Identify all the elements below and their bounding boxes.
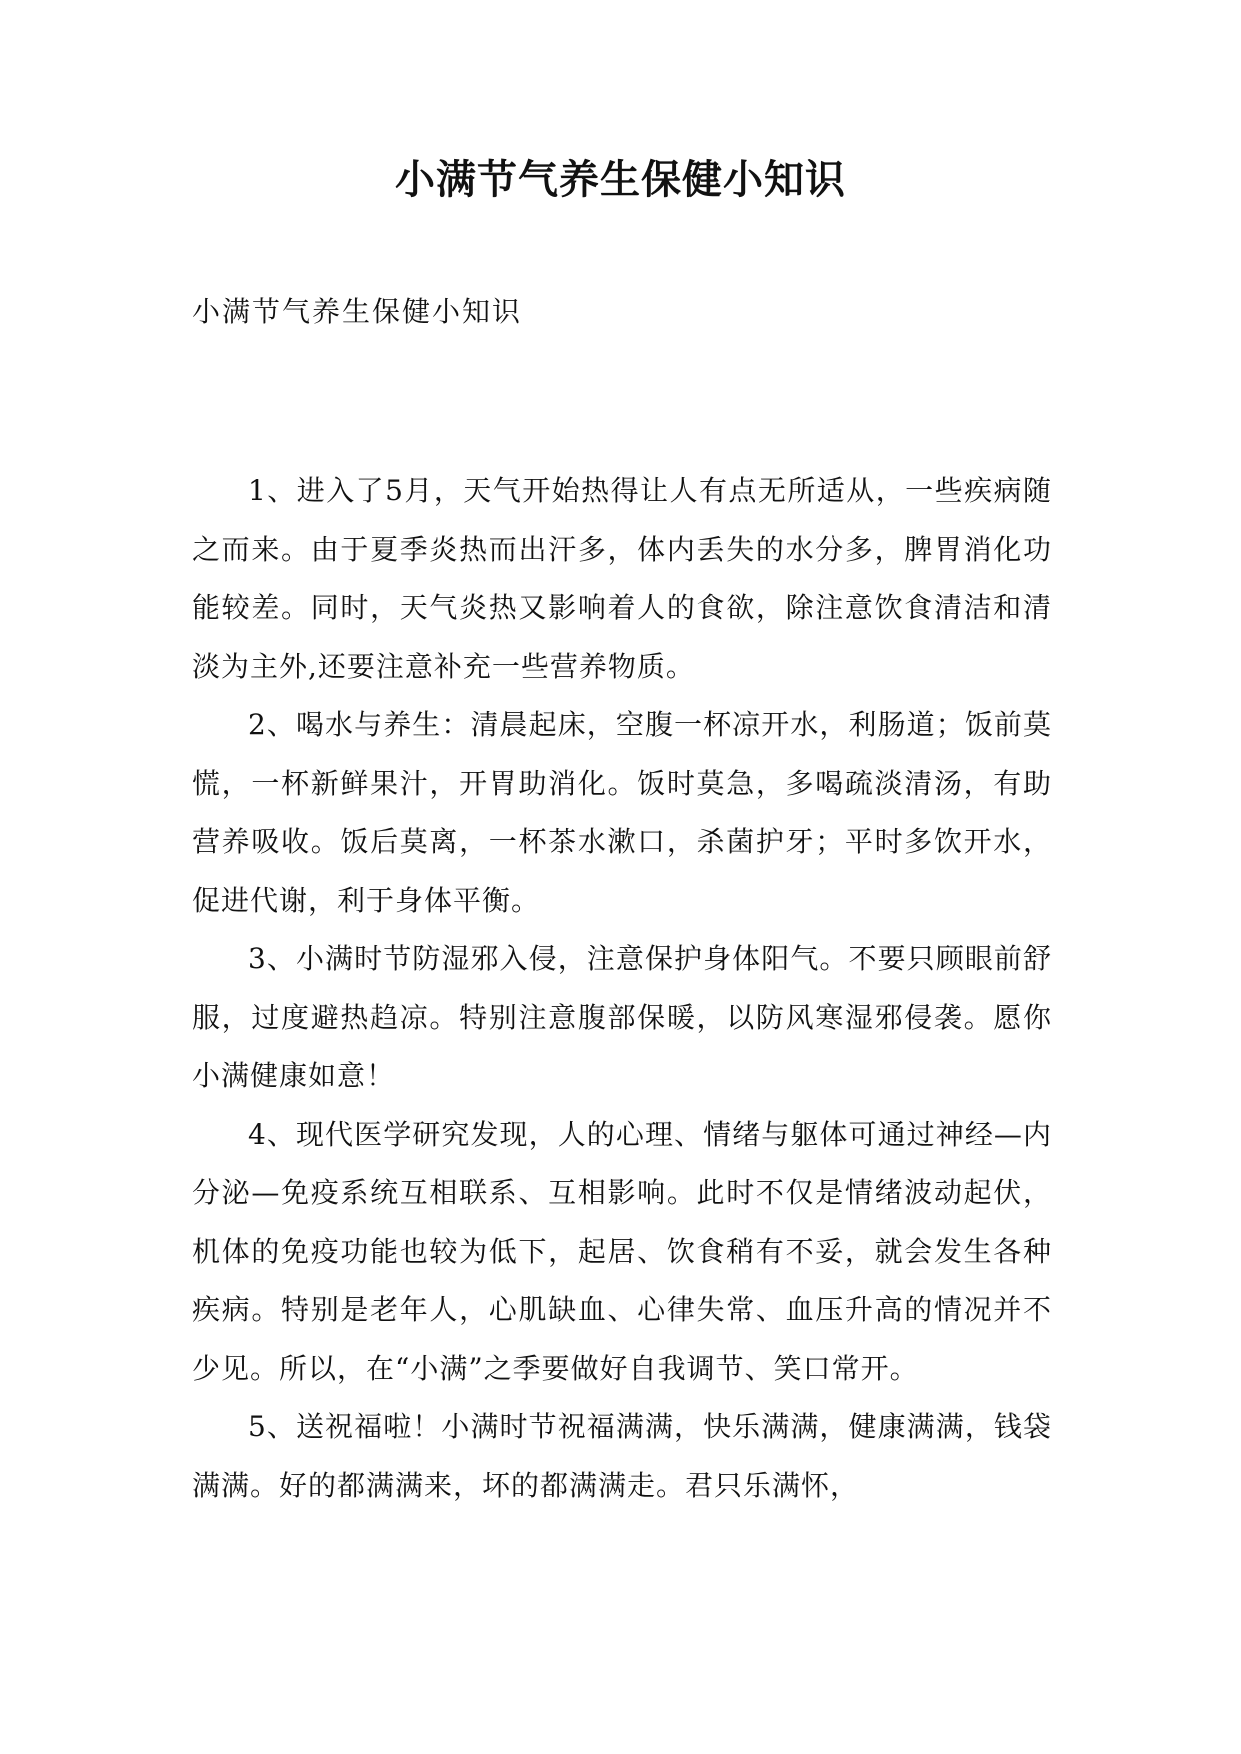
paragraph-1: 1、进入了5月，天气开始热得让人有点无所适从，一些疾病随之而来。由于夏季炎热而出汗多，体内丢失的水分多，脾胃消化功能较差。同时，天气炎热又影响着人的食欲，除注意饮食清洁和清淡为主外,还要注意补充一些营养物质。 [192,474,1052,683]
paragraph-5: 5、送祝福啦！小满时节祝福满满，快乐满满，健康满满，钱袋满满。好的都满满来，坏的都满满走。君只乐满怀， [192,1410,1052,1502]
document-title: 小满节气养生保健小知识 [395,156,846,203]
paragraph-3: 3、小满时节防湿邪入侵，注意保护身体阳气。不要只顾眼前舒服，过度避热趋凉。特别注意腹部保暖，以防风寒湿邪侵袭。愿你小满健康如意！ [192,942,1052,1092]
paragraph-2: 2、喝水与养生：清晨起床，空腹一杯凉开水，利肠道；饭前莫慌，一杯新鲜果汁，开胃助消化。饭时莫急，多喝疏淡清汤，有助营养吸收。饭后莫离，一杯茶水漱口，杀菌护牙；平时多饮开水，促进代谢，利于身体平衡。 [192,708,1052,917]
paragraph-4: 4、现代医学研究发现，人的心理、情绪与躯体可通过神经—内分泌—免疫系统互相联系、互相影响。此时不仅是情绪波动起伏，机体的免疫功能也较为低下，起居、饮食稍有不妥，就会发生各种疾病。特别是老年人，心肌缺血、心律失常、血压升高的情况并不少见。所以，在“小满”之季要做好自我调节、笑口常开。 [192,1117,1052,1385]
document-body [192,462,1052,1515]
document-subtitle: 小满节气养生保健小知识 [192,295,523,328]
